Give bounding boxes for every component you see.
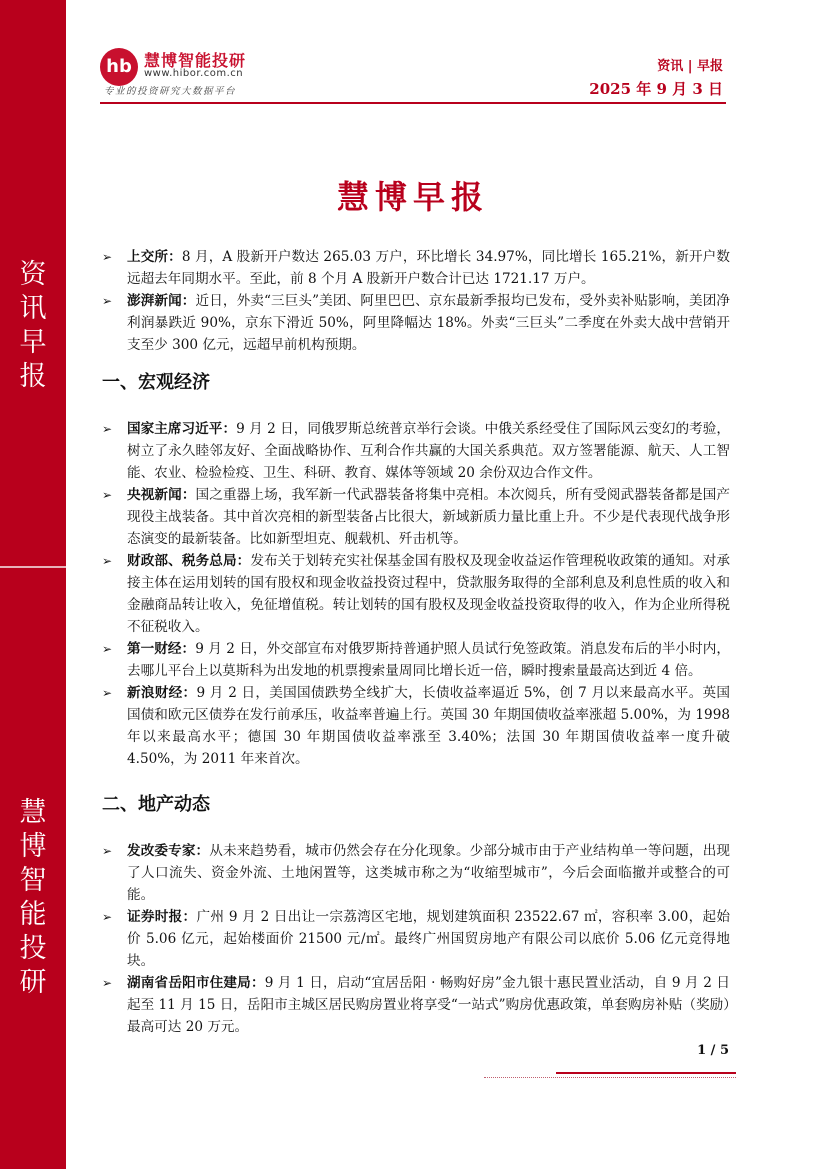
arrow-bullet-icon: ➢	[102, 686, 113, 700]
sidebar-label-bottom: 慧 博 智 能 投 研	[19, 797, 47, 998]
news-text: 9 月 2 日，外交部宣布对俄罗斯持普通护照人员试行免签政策。消息发布后的半小时内，去哪儿平台上以莫斯科为出发地的机票搜索量周同比增长近一倍，瞬时搜索量最高达到近 4 倍。	[127, 641, 731, 679]
logo-mark-icon: hb	[100, 48, 138, 86]
news-item	[102, 972, 730, 1038]
arrow-bullet-icon: ➢	[102, 250, 113, 264]
news-item	[102, 906, 730, 972]
logo-url: www.hibor.com.cn	[144, 68, 244, 79]
news-source: 国家主席习近平：	[127, 421, 237, 437]
news-text: 发布关于划转充实社保基金国有股权及现金收益运作管理税收政策的通知。对承接主体在运用划转的国有股权和现金收益投资过程中，贷款服务取得的全部利息及利息性质的收入和金融商品转让收入，免征增值税。转让划转的国有股权及现金收益投资取得的收入，作为企业所得税不征税收入。	[127, 553, 731, 635]
news-text: 国之重器上场，我军新一代武器装备将集中亮相。本次阅兵，所有受阅武器装备都是国产现役主战装备。其中首次亮相的新型装备占比很大，新域新质力量比重上升。不少是代表现代战争形态演变的最新装备。比如新型坦克、舰载机、歼击机等。	[127, 487, 731, 547]
news-text: 8 月，A 股新开户数达 265.03 万户，环比增长 34.97%，同比增长 165.21%，新开户数远超去年同期水平。至此，前 8 个月 A 股新开户数合计已达 1721.17 万户。	[127, 249, 730, 287]
page-number: 1 / 5	[697, 1043, 729, 1058]
arrow-bullet-icon: ➢	[102, 910, 113, 924]
brand-logo	[100, 46, 270, 100]
sidebar-label-top: 资 讯 早 报	[19, 259, 47, 392]
news-item	[102, 290, 730, 356]
news-source: 发改委专家：	[127, 843, 210, 859]
arrow-bullet-icon: ➢	[102, 642, 113, 656]
news-item	[102, 550, 730, 638]
news-text: 近日，外卖“三巨头”美团、阿里巴巴、京东最新季报均已发布，受外卖补贴影响，美团净利润暴跌近 90%，京东下滑近 50%，阿里降幅达 18%。外卖“三巨头”二季度在外卖大战中营销开支至少 300 亿元，远超早前机构预期。	[127, 293, 731, 353]
news-item	[102, 682, 730, 770]
news-source: 央视新闻：	[127, 487, 196, 503]
news-source: 证券时报：	[127, 909, 197, 925]
news-text: 从未来趋势看，城市仍然会存在分化现象。少部分城市由于产业结构单一等问题，出现了人口流失、资金外流、土地闲置等，这类城市称之为“收缩型城市”，今后会面临撤并或整合的可能。	[127, 843, 731, 903]
page-title: 慧博早报	[336, 178, 489, 216]
arrow-bullet-icon: ➢	[102, 422, 113, 436]
sidebar	[0, 0, 66, 1169]
arrow-bullet-icon: ➢	[102, 488, 113, 502]
logo-name: 慧博智能投研	[144, 51, 247, 70]
header-meta	[589, 58, 723, 100]
sidebar-divider	[0, 566, 66, 568]
report-category: 资讯 | 早报	[657, 59, 723, 74]
arrow-bullet-icon: ➢	[102, 844, 113, 858]
news-source: 第一财经：	[127, 641, 196, 657]
news-item	[102, 840, 730, 906]
news-item	[102, 638, 730, 682]
news-source: 湖南省岳阳市住建局：	[127, 975, 265, 991]
news-text: 广州 9 月 2 日出让一宗荔湾区宅地，规划建筑面积 23522.67 ㎡，容积率 3.00，起始价 5.06 亿元，起始楼面价 21500 元/㎡。最终广州国贸房地产有限公司以底价 5.06 亿元竞得地块。	[127, 909, 730, 969]
footer-dotted-rule	[484, 1077, 736, 1078]
arrow-bullet-icon: ➢	[102, 554, 113, 568]
news-item	[102, 246, 730, 290]
section-heading-property: 二、地产动态	[102, 794, 210, 815]
report-body	[102, 246, 730, 1038]
arrow-bullet-icon: ➢	[102, 976, 113, 990]
section-heading-macro: 一、宏观经济	[102, 372, 210, 393]
news-text: 9 月 2 日，美国国债跌势全线扩大，长债收益率逼近 5%，创 7 月以来最高水平。英国国债和欧元区债券在发行前承压，收益率普遍上行。英国 30 年期国债收益率涨超 5.00%，为 1998 年以来最高水平；德国 30 年期国债收益率涨至 3.40%；法国 30 年期国债收益率一度升破 4.50%，为 2011 年来首次。	[127, 685, 731, 767]
news-item	[102, 484, 730, 550]
arrow-bullet-icon: ➢	[102, 294, 113, 308]
news-text: 9 月 2 日，同俄罗斯总统普京举行会谈。中俄关系经受住了国际风云变幻的考验，树立了永久睦邻友好、全面战略协作、互利合作共赢的大国关系典范。双方签署能源、航天、人工智能、农业、检验检疫、卫生、科研、教育、媒体等领域 20 余份双边合作文件。	[127, 421, 730, 481]
report-date: 2025 年 9 月 3 日	[589, 80, 723, 98]
news-item	[102, 418, 730, 484]
news-source: 澎湃新闻：	[127, 293, 196, 309]
news-source: 财政部、税务总局：	[127, 553, 251, 569]
news-source: 新浪财经：	[127, 685, 197, 701]
news-text: 9 月 1 日，启动“宜居岳阳 · 畅购好房”金九银十惠民置业活动，自 9 月 2 日起至 11 月 15 日，岳阳市主城区居民购房置业将享受“一站式”购房优惠政策，单套购房补贴（奖励）最高可达 20 万元。	[127, 975, 731, 1035]
footer-rule	[556, 1072, 736, 1074]
news-source: 上交所：	[127, 249, 182, 265]
header-rule	[100, 102, 726, 104]
logo-slogan: 专业的投资研究大数据平台	[104, 86, 237, 97]
